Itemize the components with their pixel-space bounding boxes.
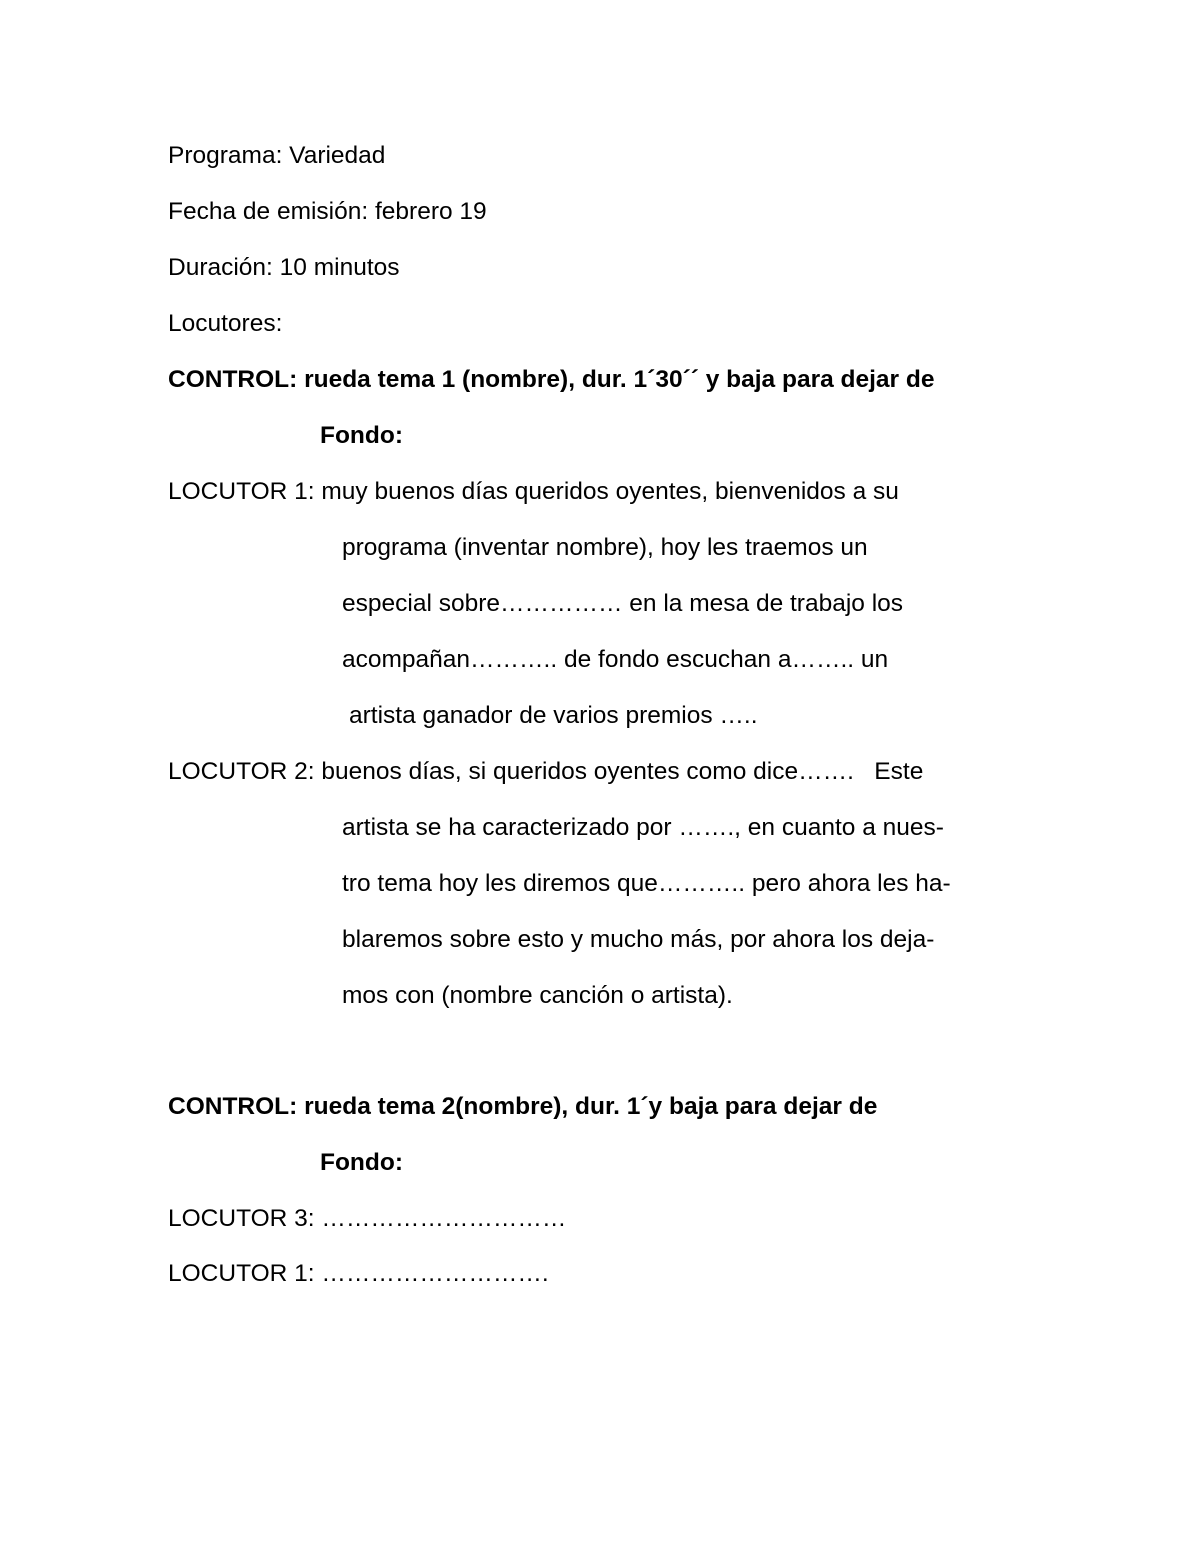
- control-2-continuation: Fondo:: [320, 1149, 403, 1176]
- duration-line: Duración: 10 minutos: [168, 254, 400, 281]
- program-line: Programa: Variedad: [168, 142, 386, 169]
- locutor-3-text: …………………………: [314, 1205, 567, 1232]
- locutor-2-line-3: tro tema hoy les diremos que……….. pero ahora les ha-: [342, 870, 951, 897]
- control-1-line: [168, 365, 935, 395]
- control-2-label: CONTROL:: [168, 1093, 298, 1120]
- locutor-1-label: LOCUTOR 1:: [168, 478, 315, 505]
- locutor-1-line-3: especial sobre…………… en la mesa de trabajo los: [342, 590, 904, 617]
- control-2-text: rueda tema 2(nombre), dur. 1´y baja para dejar de: [297, 1093, 878, 1120]
- locutor-2-line-1: [168, 757, 923, 787]
- broadcast-date-line: Fecha de emisión: febrero 19: [168, 198, 487, 225]
- locutor-2-line-2: artista se ha caracterizado por ……., en cuanto a nues-: [342, 814, 944, 841]
- locutor-1b-label: LOCUTOR 1:: [168, 1260, 315, 1287]
- locutor-3-label: LOCUTOR 3:: [168, 1205, 315, 1232]
- locutor-2-label: LOCUTOR 2:: [168, 758, 315, 785]
- speakers-line: Locutores:: [168, 310, 283, 337]
- locutor-1-line-5: artista ganador de varios premios …..: [349, 702, 758, 729]
- locutor-1b-text: ……………………….: [314, 1260, 549, 1287]
- control-1-text: : rueda tema 1 (nombre), dur. 1´30´´ y baja para dejar de: [289, 366, 935, 393]
- control-1-continuation: Fondo:: [320, 422, 403, 449]
- locutor-2-text: buenos días, si queridos oyentes como dice……. Este: [314, 758, 924, 785]
- control-1-label: CONTROL: [168, 366, 290, 393]
- control-2-line: [168, 1092, 877, 1122]
- locutor-1-text: muy buenos días queridos oyentes, bienvenidos a su: [314, 478, 899, 505]
- locutor-1b-line: [168, 1259, 549, 1289]
- locutor-2-line-5: mos con (nombre canción o artista).: [342, 982, 733, 1009]
- locutor-3-line: [168, 1204, 566, 1234]
- locutor-2-line-4: blaremos sobre esto y mucho más, por ahora los deja-: [342, 926, 935, 953]
- locutor-1-line-2: programa (inventar nombre), hoy les traemos un: [342, 534, 868, 561]
- locutor-1-line-4: acompañan……….. de fondo escuchan a…….. un: [342, 646, 889, 673]
- locutor-1-line-1: [168, 477, 899, 507]
